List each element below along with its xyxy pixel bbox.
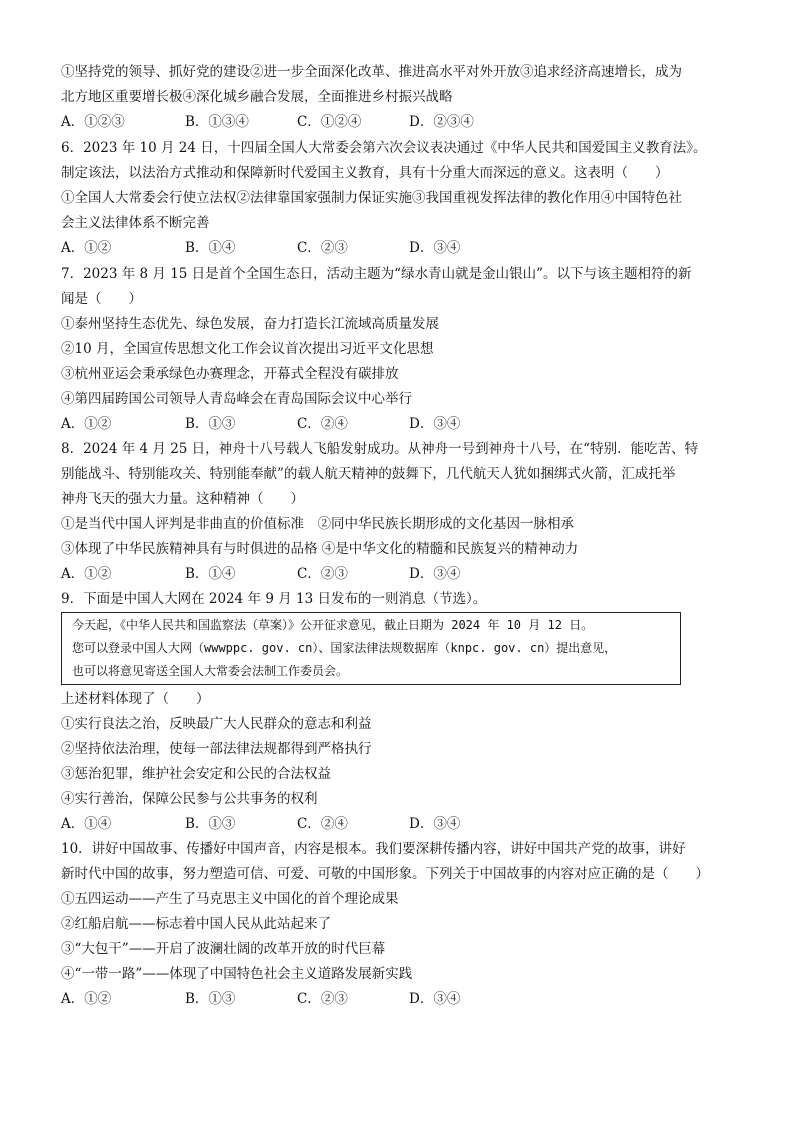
q6-options xyxy=(61,238,741,258)
q5-option-a[interactable]: A．①②③ xyxy=(61,114,125,130)
q9-item-2: ②坚持依法治理，使每一部法律法规都得到严格执行 xyxy=(61,741,372,757)
q10-option-b[interactable]: B．①③ xyxy=(185,991,236,1007)
q8-stem-line-1: 8．2024 年 4 月 25 日，神舟十八号载人飞船发射成功。从神舟一号到神舟十八号，在“特别．能吃苦、特 xyxy=(61,441,699,457)
q6-line-4: 会主义法律体系不断完善 xyxy=(61,215,210,231)
q7-item-4: ④第四届跨国公司领导人青岛峰会在青岛国际会议中心举行 xyxy=(61,391,412,407)
q10-item-3: ③“大包干”——开启了波澜壮阔的改革开放的时代巨幕 xyxy=(61,941,386,957)
q9-option-c[interactable]: C．②④ xyxy=(297,816,348,832)
q8-options xyxy=(61,564,741,584)
q8-items-1: ①是当代中国人评判是非曲直的价值标准 ②同中华民族长期形成的文化基因一脉相承 xyxy=(61,516,574,532)
q10-stem-line-2: 新时代中国的故事，努力塑造可信、可爱、可敬的中国形象。下列关于中国故事的内容对应正确的是（ ） xyxy=(61,866,709,882)
q7-option-b[interactable]: B．①③ xyxy=(185,416,236,432)
q9-box-line-1: 今天起，《中华人民共和国监察法（草案）》公开征求意见，截止日期为 2024 年 10 月 12 日。 xyxy=(72,618,594,632)
q10-option-c[interactable]: C．②③ xyxy=(297,991,348,1007)
q6-option-b[interactable]: B．①④ xyxy=(185,240,236,256)
q10-item-4: ④“一带一路”——体现了中国特色社会主义道路发展新实践 xyxy=(61,966,413,982)
q10-option-d[interactable]: D．③④ xyxy=(409,991,461,1007)
q9-option-a[interactable]: A．①④ xyxy=(61,816,112,832)
q6-option-a[interactable]: A．①② xyxy=(61,240,112,256)
q7-options xyxy=(61,414,741,434)
q5-option-b[interactable]: B．①③④ xyxy=(185,114,249,130)
q9-box-line-2: 您可以登录中国人大网（wwwppc. gov. cn）、国家法律法规数据库（knpc. gov. cn）提出意见， xyxy=(72,641,617,655)
q9-news-box xyxy=(61,612,681,685)
q7-option-a[interactable]: A．①② xyxy=(61,416,112,432)
q9-options xyxy=(61,814,741,834)
q7-item-3: ③杭州亚运会秉承绿色办赛理念，开幕式全程没有碳排放 xyxy=(61,366,399,382)
q9-option-b[interactable]: B．①③ xyxy=(185,816,236,832)
q6-stem-line-1: 6．2023 年 10 月 24 日，十四届全国人大常委会第六次会议表决通过《中华人民共和国爱国主义教育法》。 xyxy=(61,140,707,156)
q8-option-c[interactable]: C．②③ xyxy=(297,566,348,582)
q10-stem-line-1: 10．讲好中国故事、传播好中国声音，内容是根本。我们要深耕传播内容，讲好中国共产党的故事，讲好 xyxy=(61,841,686,857)
q7-stem-line-1: 7．2023 年 8 月 15 日是首个全国生态日，活动主题为“绿水青山就是金山银山”。以下与该主题相符的新 xyxy=(61,266,692,282)
q9-item-3: ③惩治犯罪，维护社会安定和公民的合法权益 xyxy=(61,766,331,782)
q9-stem: 9．下面是中国人大网在 2024 年 9 月 13 日发布的一则消息（节选）。 xyxy=(61,591,487,607)
q9-item-4: ④实行善治，保障公民参与公共事务的权利 xyxy=(61,791,318,807)
q6-line-3: ①全国人大常委会行使立法权②法律靠国家强制力保证实施③我国重视发挥法律的教化作用④中国特色社 xyxy=(61,190,682,206)
q7-item-1: ①泰州坚持生态优先、绿色发展，奋力打造长江流域高质量发展 xyxy=(61,316,439,332)
q6-option-d[interactable]: D．③④ xyxy=(409,240,461,256)
q7-stem-line-2: 闻是（ ） xyxy=(61,291,142,307)
q8-option-d[interactable]: D．③④ xyxy=(409,566,461,582)
q9-option-d[interactable]: D．③④ xyxy=(409,816,461,832)
q8-option-a[interactable]: A．①② xyxy=(61,566,112,582)
q5-line-1: ①坚持党的领导、抓好党的建设②进一步全面深化改革、推进高水平对外开放③追求经济高速增长，成为 xyxy=(61,64,682,80)
q5-options xyxy=(61,112,741,132)
q7-item-2: ②10 月，全国宣传思想文化工作会议首次提出习近平文化思想 xyxy=(61,341,434,357)
q8-stem-line-3: 神舟飞天的强大力量。这种精神（ ） xyxy=(61,491,304,507)
q10-option-a[interactable]: A．①② xyxy=(61,991,112,1007)
q9-box-line-3: 也可以将意见寄送全国人大常委会法制工作委员会。 xyxy=(72,664,349,678)
q8-items-2: ③体现了中华民族精神具有与时俱进的品格 ④是中华文化的精髓和民族复兴的精神动力 xyxy=(61,541,579,557)
q8-option-b[interactable]: B．①④ xyxy=(185,566,236,582)
q9-prompt: 上述材料体现了（ ） xyxy=(61,691,210,707)
q10-item-2: ②红船启航——标志着中国人民从此站起来了 xyxy=(61,916,331,932)
q7-option-d[interactable]: D．③④ xyxy=(409,416,461,432)
q6-stem-line-2: 制定该法，以法治方式推动和保障新时代爱国主义教育，具有十分重大而深远的意义。这表明（ ） xyxy=(61,165,669,181)
q5-line-2: 北方地区重要增长极④深化城乡融合发展，全面推进乡村振兴战略 xyxy=(61,89,453,105)
q6-option-c[interactable]: C．②③ xyxy=(297,240,348,256)
q5-option-d[interactable]: D．②③④ xyxy=(409,114,474,130)
q5-option-c[interactable]: C．①②④ xyxy=(297,114,362,130)
q10-options xyxy=(61,989,741,1009)
q9-item-1: ①实行良法之治，反映最广大人民群众的意志和利益 xyxy=(61,716,372,732)
q7-option-c[interactable]: C．②④ xyxy=(297,416,348,432)
q8-stem-line-2: 别能战斗、特别能攻关、特别能奉献”的载人航天精神的鼓舞下，几代航天人犹如捆绑式火箭，汇成托举 xyxy=(61,466,676,482)
q10-item-1: ①五四运动——产生了马克思主义中国化的首个理论成果 xyxy=(61,891,399,907)
